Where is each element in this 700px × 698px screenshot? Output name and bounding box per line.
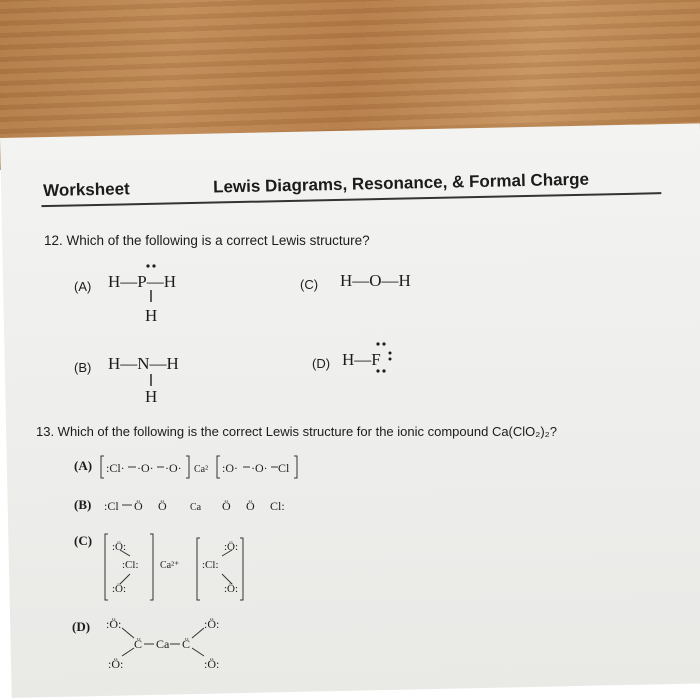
q13-option-d-structure: [100, 612, 240, 672]
q12-option-c-structure: H—O—H: [340, 271, 411, 290]
svg-text:Ö: Ö: [134, 499, 143, 513]
q13-option-a-label: (A): [74, 458, 93, 473]
q12-option-a-label: (A): [74, 279, 92, 294]
svg-text::Ö:: :Ö:: [106, 617, 122, 631]
svg-text::Cl·: :Cl·: [106, 461, 125, 475]
q13-option-d-label: (D): [72, 619, 91, 634]
svg-text:Ca²: Ca²: [194, 464, 209, 475]
q12-option-d-label: (D): [312, 356, 331, 371]
q12-option-d-lone-pairs: [370, 340, 394, 380]
q12-option-b-structure: H—N—H: [108, 354, 179, 373]
worksheet-label: Worksheet: [42, 179, 130, 201]
svg-text:C̈: C̈: [134, 637, 143, 651]
svg-text::Ö:: :Ö:: [224, 541, 239, 553]
svg-text:Ca²⁺: Ca²⁺: [160, 560, 180, 571]
svg-text::Cl:: :Cl:: [202, 559, 219, 571]
q12-option-a-h-below: H: [145, 306, 158, 325]
svg-text:·O·: ·O·: [165, 461, 182, 475]
svg-text:Cl: Cl: [278, 461, 290, 475]
q13-option-a-structure: [100, 452, 300, 482]
q13-option-b-label: (B): [74, 497, 92, 512]
svg-text:Ö: Ö: [246, 499, 255, 513]
q13-option-b-structure: [100, 490, 300, 520]
q12-option-a-structure: H—P—H: [108, 272, 177, 291]
svg-text:·O·: ·O·: [251, 461, 268, 475]
svg-text:Ö: Ö: [158, 499, 167, 513]
svg-text::Ö:: :Ö:: [224, 583, 239, 595]
worksheet-title: Lewis Diagrams, Resonance, & Formal Charge: [212, 169, 590, 197]
q12-option-b-h-below: H: [145, 387, 158, 406]
question-13: 13. Which of the following is the correct Lewis structure for the ionic compound Ca(ClO₂)₂?: [36, 424, 557, 439]
svg-text::Ö:: :Ö:: [112, 583, 127, 595]
svg-text::O·: :O·: [222, 461, 238, 475]
q12-option-c-label: (C): [300, 277, 319, 292]
svg-text::Ö:: :Ö:: [204, 617, 220, 631]
q12-option-b-label: (B): [74, 360, 92, 375]
svg-text::Cl:: :Cl:: [122, 559, 139, 571]
question-12: 12. Which of the following is a correct Lewis structure?: [44, 233, 370, 248]
svg-text:Ca: Ca: [190, 502, 202, 513]
q13-option-c-label: (C): [74, 533, 93, 548]
svg-text:Ö: Ö: [222, 499, 231, 513]
svg-text:Ca: Ca: [156, 637, 170, 651]
svg-text::Cl: :Cl: [104, 499, 119, 513]
q13-option-c-structure: [100, 528, 260, 608]
svg-text::Ö:: :Ö:: [112, 541, 127, 553]
q12-option-d-structure: H—F: [342, 350, 381, 369]
svg-text::Ö:: :Ö:: [108, 657, 124, 671]
svg-text:·O·: ·O·: [137, 461, 154, 475]
svg-text::Ö:: :Ö:: [204, 657, 220, 671]
svg-text:C̈: C̈: [182, 637, 191, 651]
svg-text:Cl:: Cl:: [270, 499, 285, 513]
